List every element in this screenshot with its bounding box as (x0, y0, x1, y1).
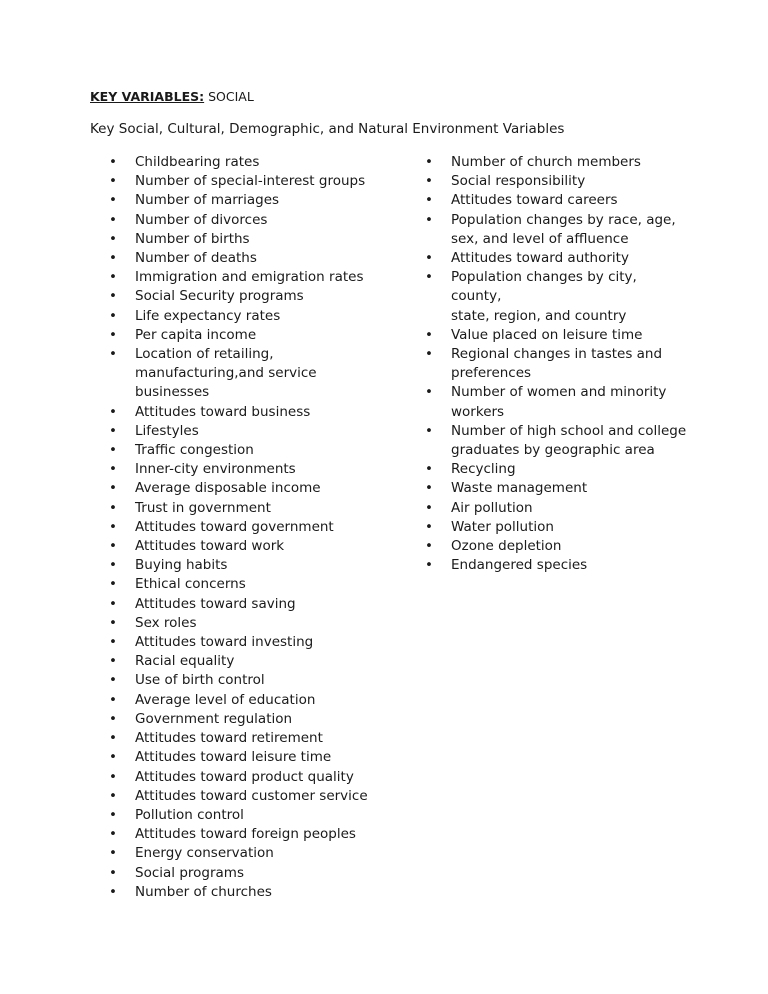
list-item-text: • Number of high school and college (451, 422, 687, 439)
list-item-text: • Buying habits (135, 557, 228, 574)
list-item-text: • Attitudes toward careers (451, 192, 618, 209)
list-item-text: • Inner-city environments (135, 461, 296, 478)
list-item-text: • Immigration and emigration rates (135, 269, 364, 286)
list-item-text: • Attitudes toward retirement (135, 730, 323, 747)
list-item-text: • Lifestyles (135, 422, 199, 439)
list-item (451, 460, 691, 479)
list-item (451, 191, 691, 210)
list-item-text: • Traffic congestion (135, 442, 254, 459)
list-item (135, 287, 375, 306)
list-item-text: • Use of birth control (135, 672, 265, 689)
left-variable-list (135, 153, 375, 902)
list-item-text: • Attitudes toward customer service (135, 787, 368, 804)
list-item-text: • Number of marriages (135, 192, 280, 209)
list-item-text: • Value placed on leisure time (451, 326, 643, 343)
list-item (135, 307, 375, 326)
list-item (135, 575, 375, 594)
list-item (451, 422, 691, 460)
list-item-text: state, region, and country (451, 307, 627, 324)
list-item (135, 691, 375, 710)
list-item (451, 153, 691, 172)
list-item-text: • Sex roles (135, 614, 197, 631)
list-item-text: • Energy conservation (135, 845, 274, 862)
list-item-text: • Attitudes toward foreign peoples (135, 826, 356, 843)
page-heading (90, 89, 254, 104)
list-item-text: • Number of divorces (135, 211, 268, 228)
list-item (451, 172, 691, 191)
list-item-text: • Per capita income (135, 326, 257, 343)
list-item (135, 806, 375, 825)
list-item-text: businesses (135, 384, 210, 401)
list-item-text: • Attitudes toward saving (135, 595, 296, 612)
list-item (135, 729, 375, 748)
list-item-text: sex, and level of affluence (451, 230, 629, 247)
list-item-text: • Attitudes toward authority (451, 250, 629, 267)
list-item (451, 383, 691, 421)
list-item (135, 172, 375, 191)
list-item (135, 499, 375, 518)
list-item-text: • Attitudes toward business (135, 403, 311, 420)
list-item (451, 537, 691, 556)
list-item-text: • Air pollution (451, 499, 533, 516)
list-item (451, 268, 691, 326)
list-item-text: graduates by geographic area (451, 442, 655, 459)
list-item-text: • Waste management (451, 480, 588, 497)
list-item-text: • Recycling (451, 461, 516, 478)
list-item-text: • Social responsibility (451, 173, 586, 190)
list-item-text: • Racial equality (135, 653, 235, 670)
list-item-text: • Trust in government (135, 499, 271, 516)
list-item (451, 499, 691, 518)
list-item (135, 211, 375, 230)
list-item-text: • Population changes by race, age, (451, 211, 676, 228)
list-item (135, 153, 375, 172)
list-item-text: • Average disposable income (135, 480, 321, 497)
list-item-text: • Number of special-interest groups (135, 173, 366, 190)
list-item-text: • Number of church members (451, 154, 641, 170)
list-item-text: • Pollution control (135, 806, 244, 823)
list-item (135, 844, 375, 863)
list-item-text: • Water pollution (451, 518, 554, 535)
list-item (135, 748, 375, 767)
list-item (135, 633, 375, 652)
list-item (451, 326, 691, 345)
list-item-text: • Childbearing rates (135, 154, 260, 170)
list-item (451, 556, 691, 575)
list-item-text: • Average level of education (135, 691, 316, 708)
list-item (135, 787, 375, 806)
list-item (135, 422, 375, 441)
list-item-text: • Location of retailing, (135, 346, 274, 363)
list-item (135, 614, 375, 633)
list-item (135, 883, 375, 902)
list-item-text: • Number of births (135, 230, 250, 247)
heading-category: SOCIAL (208, 89, 254, 104)
list-item (135, 864, 375, 883)
list-item-text: • Number of churches (135, 883, 272, 900)
page-subtitle: Key Social, Cultural, Demographic, and Natural Environment Variables (90, 121, 565, 137)
list-item-text: • Life expectancy rates (135, 307, 281, 324)
list-item (135, 230, 375, 249)
list-item-text: workers (451, 403, 505, 420)
list-item (135, 441, 375, 460)
list-item (135, 460, 375, 479)
list-item-text: • Attitudes toward government (135, 518, 334, 535)
list-item (135, 825, 375, 844)
list-item-text: • Attitudes toward investing (135, 634, 314, 651)
list-item-text: • Ozone depletion (451, 538, 562, 555)
list-item (135, 249, 375, 268)
list-item (135, 671, 375, 690)
heading-key-label: KEY VARIABLES: (90, 89, 205, 104)
list-item (135, 710, 375, 729)
list-item (135, 345, 375, 403)
list-item (135, 268, 375, 287)
list-item-text: • Government regulation (135, 710, 293, 727)
list-item (451, 249, 691, 268)
right-variable-list (451, 153, 691, 575)
list-item (135, 652, 375, 671)
list-item (135, 191, 375, 210)
list-item (135, 768, 375, 787)
list-item-text: • Population changes by city, county, (451, 269, 637, 305)
list-item-text: preferences (451, 365, 532, 382)
list-item (451, 479, 691, 498)
list-item (135, 518, 375, 537)
list-item-text: • Number of deaths (135, 250, 257, 267)
list-item (135, 556, 375, 575)
list-item-text: manufacturing,and service (135, 365, 317, 382)
list-item-text: • Attitudes toward work (135, 538, 285, 555)
list-item (451, 345, 691, 383)
list-item (135, 537, 375, 556)
list-item-text: • Social programs (135, 864, 244, 881)
list-item (135, 595, 375, 614)
list-item-text: • Endangered species (451, 557, 588, 574)
list-item-text: • Attitudes toward product quality (135, 768, 354, 785)
list-item-text: • Attitudes toward leisure time (135, 749, 332, 766)
list-item (451, 211, 691, 249)
list-item-text: • Regional changes in tastes and (451, 346, 663, 363)
list-item (135, 403, 375, 422)
list-item-text: • Social Security programs (135, 288, 304, 305)
list-item (135, 326, 375, 345)
list-item (451, 518, 691, 537)
list-item-text: • Number of women and minority (451, 384, 667, 401)
list-item-text: • Ethical concerns (135, 576, 246, 593)
list-item (135, 479, 375, 498)
